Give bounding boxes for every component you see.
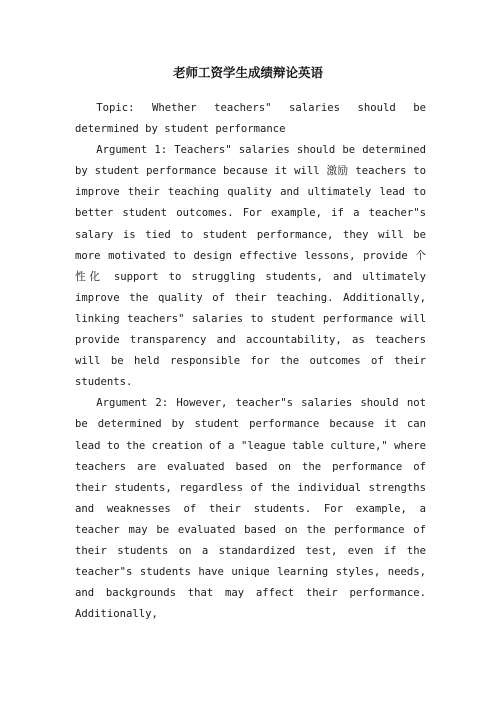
document-body bbox=[75, 98, 426, 625]
argument-1-paragraph: Argument 1: Teachers" salaries should be determined by student performance because it will 激励 teachers to improve their teaching quality and ultimately lead to better student outcomes. For example, if a teacher"s salary is tied to student performance, they will be more motivated to design effective lessons, provide 个性化 support to struggling students, and ultimately improve the quality of their teaching. Additionally, linking teachers" salaries to student performance will provide transparency and accountability, as teachers will be held responsible for the outcomes of their students. bbox=[75, 144, 426, 389]
document-title: 老师工资学生成绩辩论英语 bbox=[172, 65, 323, 80]
topic-paragraph: Topic: Whether teachers" salaries should be determined by student performance bbox=[75, 102, 426, 136]
argument-2-paragraph: Argument 2: However, teacher"s salaries should not be determined by student performance because it can lead to the creation of a "league table culture," where teachers are evaluated based on the performance of their students, regardless of the individual strengths and weaknesses of their students. For example, a teacher may be evaluated based on the performance of their students on a standardized test, even if the teacher"s students have unique learning styles, needs, and backgrounds that may affect their performance. Additionally, bbox=[75, 397, 426, 621]
